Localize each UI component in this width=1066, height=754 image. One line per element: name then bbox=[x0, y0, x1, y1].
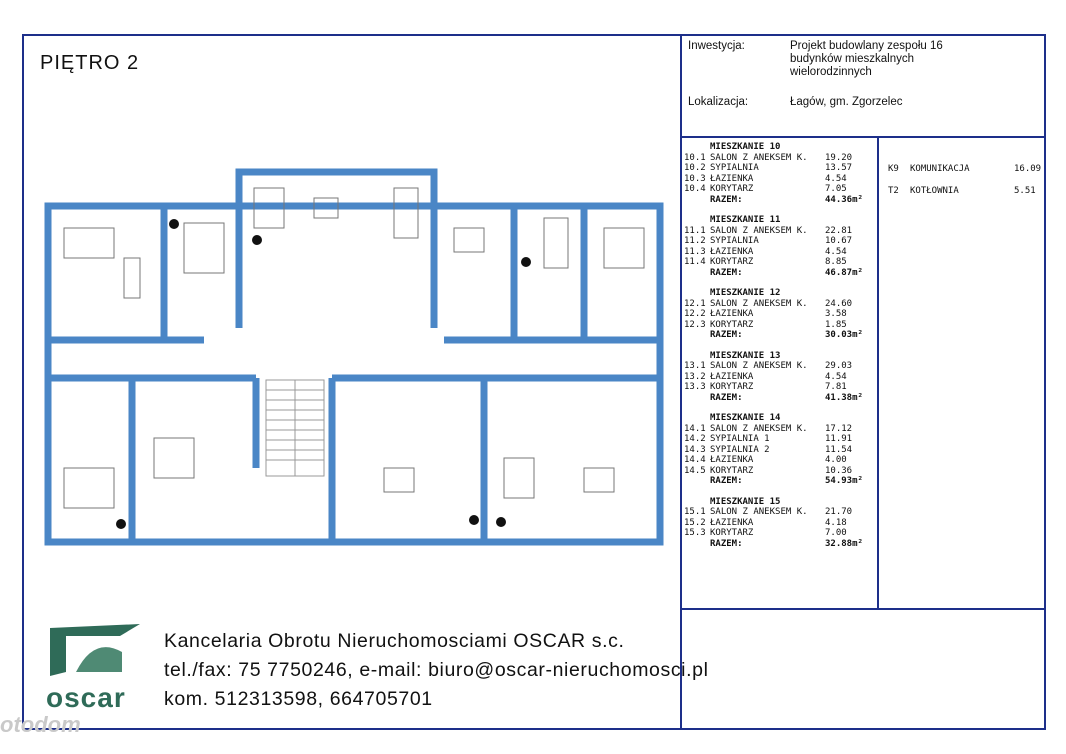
room-number: 11.2 bbox=[684, 236, 706, 246]
room-row bbox=[684, 372, 876, 383]
frame-divider-tables bbox=[877, 138, 879, 608]
room-number: 10.3 bbox=[684, 173, 706, 184]
frame-divider-bottom bbox=[680, 608, 1046, 610]
frame-divider-info bbox=[680, 136, 1046, 138]
room-row bbox=[684, 434, 876, 445]
room-name: SYPIALNIA bbox=[710, 236, 759, 246]
room-name: SALON Z ANEKSEM K. bbox=[710, 361, 808, 371]
room-area: 19.20 bbox=[825, 152, 853, 163]
room-name: SYPIALNIA 1 bbox=[710, 434, 770, 444]
common-area-code: K9 bbox=[888, 164, 899, 174]
room-row bbox=[684, 184, 876, 195]
room-name: KORYTARZ bbox=[710, 257, 754, 267]
room-name: ŁAZIENKA bbox=[710, 371, 754, 382]
room-name: SALON Z ANEKSEM K. bbox=[710, 152, 808, 163]
room-number: 13.1 bbox=[684, 361, 706, 371]
room-name: SALON Z ANEKSEM K. bbox=[710, 298, 808, 309]
apartment-block bbox=[684, 413, 876, 487]
total-value: 54.93m² bbox=[825, 476, 863, 486]
room-number: 15.3 bbox=[684, 528, 706, 538]
room-name: SALON Z ANEKSEM K. bbox=[710, 507, 808, 517]
room-name: KORYTARZ bbox=[710, 382, 754, 392]
room-row bbox=[684, 518, 876, 529]
wall-north-bay bbox=[239, 172, 434, 206]
common-area-name: KOTŁOWNIA bbox=[910, 186, 959, 196]
room-name: KORYTARZ bbox=[710, 184, 754, 194]
room-number: 10.2 bbox=[684, 163, 706, 173]
room-row bbox=[684, 226, 876, 237]
room-area: 4.00 bbox=[825, 455, 847, 465]
room-area: 8.85 bbox=[825, 257, 847, 267]
room-number: 15.1 bbox=[684, 507, 706, 517]
furniture bbox=[64, 188, 644, 508]
room-area: 10.67 bbox=[825, 236, 853, 246]
agency-phone-email: tel./fax: 75 7750246, e-mail: biuro@oscar-nieruchomosci.pl bbox=[164, 659, 709, 681]
room-area: 4.54 bbox=[825, 371, 847, 382]
project-info bbox=[682, 36, 1044, 136]
apartment-block bbox=[684, 351, 876, 404]
room-number: 11.1 bbox=[684, 225, 706, 236]
room-area: 3.58 bbox=[825, 309, 847, 319]
room-number: 11.4 bbox=[684, 257, 706, 267]
room-number: 11.3 bbox=[684, 246, 706, 257]
room-row bbox=[684, 174, 876, 185]
room-row bbox=[684, 424, 876, 435]
room-name: SYPIALNIA 2 bbox=[710, 444, 770, 455]
apartment-total bbox=[684, 539, 876, 550]
room-number: 14.5 bbox=[684, 465, 706, 476]
investment-label: Inwestycja: bbox=[688, 40, 745, 52]
room-row bbox=[684, 163, 876, 174]
apartment-total bbox=[684, 393, 876, 404]
frame-divider-vertical bbox=[680, 34, 682, 730]
total-label: RAZEM: bbox=[710, 330, 743, 340]
location-label: Lokalizacja: bbox=[688, 96, 749, 108]
room-row bbox=[684, 236, 876, 247]
room-area: 29.03 bbox=[825, 361, 853, 371]
apartment-name: MIESZKANIE 14 bbox=[710, 413, 781, 423]
room-area: 7.05 bbox=[825, 184, 847, 194]
room-name: ŁAZIENKA bbox=[710, 517, 754, 528]
apartment-total bbox=[684, 330, 876, 341]
location-value: Łagów, gm. Zgorzelec bbox=[790, 96, 903, 108]
common-area-area: 16.09 bbox=[1014, 164, 1042, 174]
apartment-name: MIESZKANIE 12 bbox=[710, 288, 781, 298]
room-row bbox=[684, 528, 876, 539]
apartment-block bbox=[684, 215, 876, 278]
apartment-total bbox=[684, 195, 876, 206]
room-area: 21.70 bbox=[825, 507, 853, 517]
apartment-name: MIESZKANIE 13 bbox=[710, 350, 781, 361]
room-name: SYPIALNIA bbox=[710, 163, 759, 173]
room-row bbox=[684, 320, 876, 331]
room-name: ŁAZIENKA bbox=[710, 246, 754, 257]
total-value: 41.38m² bbox=[825, 392, 863, 403]
room-row bbox=[684, 309, 876, 320]
plant-markers bbox=[116, 219, 531, 529]
common-area-area: 5.51 bbox=[1014, 186, 1036, 196]
room-row bbox=[684, 445, 876, 456]
room-row bbox=[684, 153, 876, 164]
stairs bbox=[266, 380, 324, 476]
room-area: 11.91 bbox=[825, 434, 853, 444]
room-row bbox=[684, 299, 876, 310]
total-label: RAZEM: bbox=[710, 267, 743, 278]
room-name: KORYTARZ bbox=[710, 319, 754, 330]
apartment-name: MIESZKANIE 15 bbox=[710, 496, 781, 507]
floor-plan bbox=[44, 168, 664, 546]
total-value: 32.88m² bbox=[825, 538, 863, 549]
room-row bbox=[684, 507, 876, 518]
room-name: ŁAZIENKA bbox=[710, 173, 754, 184]
room-number: 14.3 bbox=[684, 444, 706, 455]
room-area: 4.54 bbox=[825, 173, 847, 184]
agency-name: Kancelaria Obrotu Nieruchomosciami OSCAR s.c. bbox=[164, 630, 625, 652]
room-number: 12.3 bbox=[684, 319, 706, 330]
total-label: RAZEM: bbox=[710, 476, 743, 486]
common-area-row bbox=[888, 158, 1060, 180]
room-row bbox=[684, 455, 876, 466]
room-name: KORYTARZ bbox=[710, 465, 754, 476]
room-number: 12.2 bbox=[684, 309, 706, 319]
apartment-block bbox=[684, 288, 876, 341]
room-area: 7.81 bbox=[825, 382, 847, 392]
total-label: RAZEM: bbox=[710, 392, 743, 403]
room-area: 1.85 bbox=[825, 319, 847, 330]
room-row bbox=[684, 361, 876, 372]
room-name: ŁAZIENKA bbox=[710, 309, 754, 319]
room-number: 13.2 bbox=[684, 371, 706, 382]
common-area-row bbox=[888, 180, 1060, 202]
apartment-name: MIESZKANIE 10 bbox=[710, 142, 781, 152]
room-area: 13.57 bbox=[825, 163, 853, 173]
room-number: 13.3 bbox=[684, 382, 706, 392]
room-row bbox=[684, 257, 876, 268]
room-area: 10.36 bbox=[825, 465, 853, 476]
apartment-name: MIESZKANIE 11 bbox=[710, 215, 781, 225]
room-number: 14.2 bbox=[684, 434, 706, 444]
room-number: 15.2 bbox=[684, 517, 706, 528]
room-name: ŁAZIENKA bbox=[710, 455, 754, 465]
room-area: 11.54 bbox=[825, 444, 853, 455]
room-name: SALON Z ANEKSEM K. bbox=[710, 423, 808, 434]
agency-contact bbox=[164, 627, 709, 714]
apartment-total bbox=[684, 476, 876, 487]
total-value: 46.87m² bbox=[825, 267, 863, 278]
watermark: otodom bbox=[0, 712, 81, 737]
room-row bbox=[684, 382, 876, 393]
agency-mobile: kom. 512313598, 664705701 bbox=[164, 688, 433, 710]
room-area: 7.00 bbox=[825, 528, 847, 538]
apartment-block bbox=[684, 142, 876, 205]
room-number: 10.4 bbox=[684, 184, 706, 194]
common-area-name: KOMUNIKACJA bbox=[910, 164, 970, 174]
room-area: 22.81 bbox=[825, 225, 853, 236]
total-label: RAZEM: bbox=[710, 538, 743, 549]
room-number: 14.4 bbox=[684, 455, 706, 465]
room-name: SALON Z ANEKSEM K. bbox=[710, 225, 808, 236]
floor-title: PIĘTRO 2 bbox=[40, 52, 140, 74]
investment-value: Projekt budowlany zespołu 16 budynków mieszkalnych wielorodzinnych bbox=[790, 40, 943, 78]
apartment-table bbox=[684, 142, 876, 559]
room-number: 14.1 bbox=[684, 423, 706, 434]
room-row bbox=[684, 247, 876, 258]
room-name: KORYTARZ bbox=[710, 528, 754, 538]
total-label: RAZEM: bbox=[710, 194, 743, 205]
apartment-block bbox=[684, 497, 876, 550]
common-area-table bbox=[888, 158, 1060, 202]
total-value: 44.36m² bbox=[825, 194, 863, 205]
room-number: 10.1 bbox=[684, 152, 706, 163]
common-area-code: T2 bbox=[888, 186, 899, 196]
room-row bbox=[684, 466, 876, 477]
apartment-total bbox=[684, 268, 876, 279]
room-area: 4.18 bbox=[825, 517, 847, 528]
total-value: 30.03m² bbox=[825, 330, 863, 340]
room-area: 4.54 bbox=[825, 246, 847, 257]
room-area: 17.12 bbox=[825, 423, 853, 434]
agency-logo-text: oscar bbox=[46, 682, 126, 713]
room-number: 12.1 bbox=[684, 298, 706, 309]
room-area: 24.60 bbox=[825, 298, 853, 309]
